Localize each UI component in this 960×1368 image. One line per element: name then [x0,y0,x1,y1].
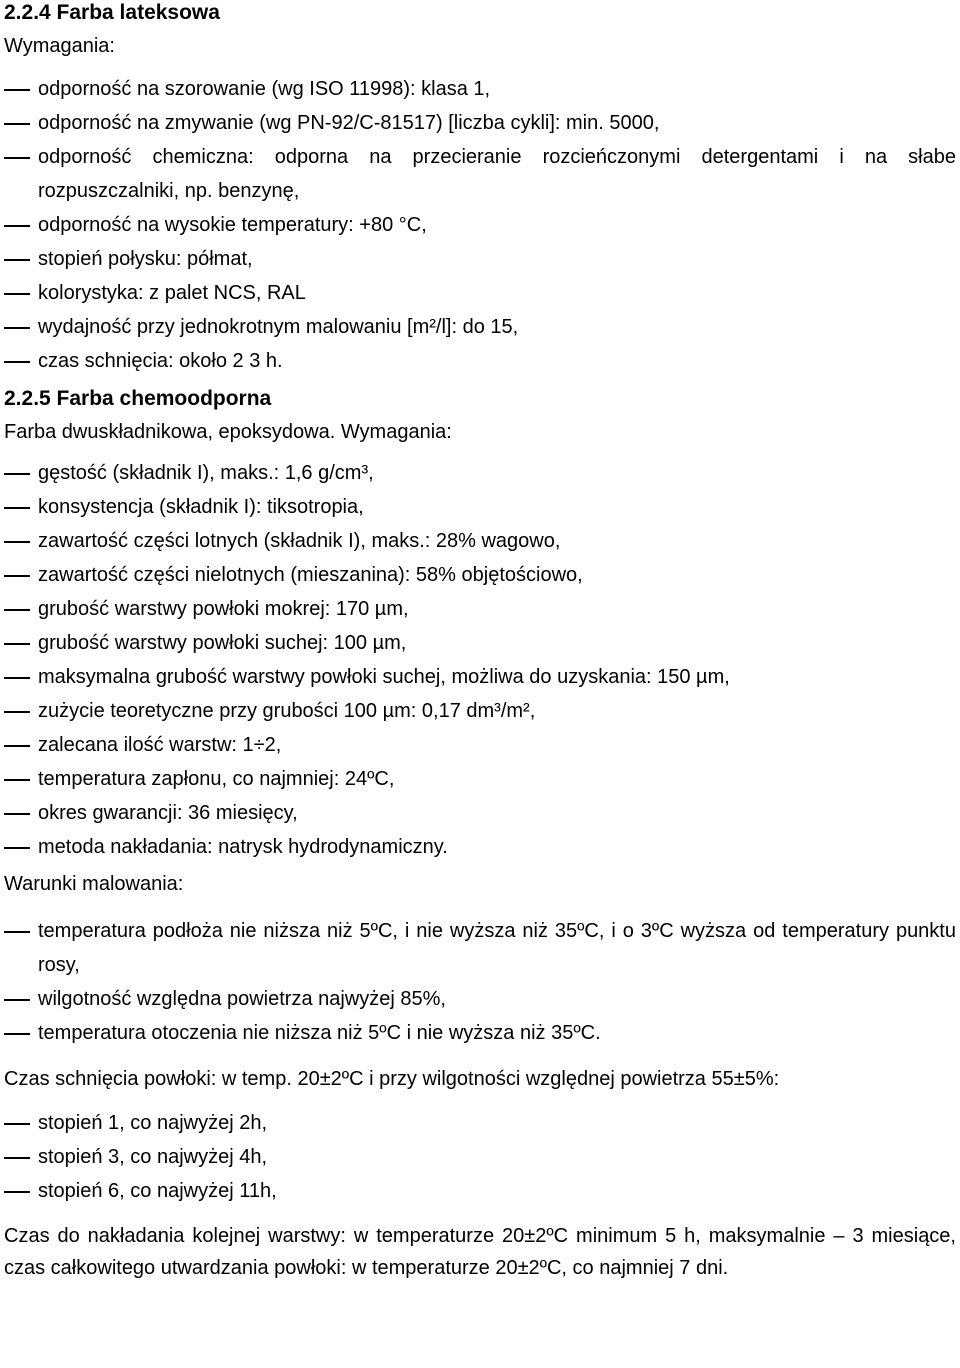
painting-conditions-list [4,914,960,1050]
list-item: stopień 3, co najwyżej 4h, [4,1140,960,1174]
chemical-requirements-list [4,456,960,864]
list-item: czas schnięcia: około 2 3 h. [4,344,960,378]
list-item: stopień 6, co najwyżej 11h, [4,1174,960,1208]
list-item: odporność na zmywanie (wg PN-92/C-81517) [liczba cykli]: min. 5000, [4,106,960,140]
latex-requirements-list [4,72,960,378]
list-item: zawartość części lotnych (składnik I), maks.: 28% wagowo, [4,524,960,558]
list-item: metoda nakładania: natrysk hydrodynamiczny. [4,830,960,864]
list-item: temperatura podłoża nie niższa niż 5ºC, i nie wyższa niż 35ºC, i o 3ºC wyższa od temperatury punktu rosy, [4,914,960,982]
requirements-label: Wymagania: [4,35,115,57]
list-item: zawartość części nielotnych (mieszanina): 58% objętościowo, [4,558,960,592]
section-heading-2-2-4: 2.2.4 Farba lateksowa [4,1,220,24]
intro-text: Farba dwuskładnikowa, epoksydowa. Wymagania: [4,421,452,443]
list-item: zużycie teoretyczne przy grubości 100 µm: 0,17 dm³/m², [4,694,960,728]
list-item: grubość warstwy powłoki mokrej: 170 µm, [4,592,960,626]
list-item: wydajność przy jednokrotnym malowaniu [m²/l]: do 15, [4,310,960,344]
drying-label: Czas schnięcia powłoki: w temp. 20±2ºC i przy wilgotności względnej powietrza 55±5%: [4,1068,780,1090]
list-item: stopień 1, co najwyżej 2h, [4,1106,960,1140]
list-item: odporność chemiczna: odporna na przecieranie rozcieńczonymi detergentami i na słabe rozpuszczalniki, np. benzynę, [4,140,960,208]
list-item: wilgotność względna powietrza najwyżej 85%, [4,982,960,1016]
conditions-label: Warunki malowania: [4,873,184,895]
section-heading-2-2-5: 2.2.5 Farba chemoodporna [4,387,272,410]
list-item: temperatura otoczenia nie niższa niż 5ºC i nie wyższa niż 35ºC. [4,1016,960,1050]
list-item: zalecana ilość warstw: 1÷2, [4,728,960,762]
list-item: odporność na wysokie temperatury: +80 °C, [4,208,960,242]
list-item: maksymalna grubość warstwy powłoki suchej, możliwa do uzyskania: 150 µm, [4,660,960,694]
list-item: grubość warstwy powłoki suchej: 100 µm, [4,626,960,660]
list-item: odporność na szorowanie (wg ISO 11998): klasa 1, [4,72,960,106]
list-item: stopień połysku: półmat, [4,242,960,276]
next-layer-text: Czas do nakładania kolejnej warstwy: w temperaturze 20±2ºC minimum 5 h, maksymalnie – 3 miesiące, czas całkowitego utwardzania powłoki: w temperaturze 20±2ºC, co najmniej 7 dni. [4,1225,956,1279]
list-item: okres gwarancji: 36 miesięcy, [4,796,960,830]
list-item: kolorystyka: z palet NCS, RAL [4,276,960,310]
list-item: gęstość (składnik I), maks.: 1,6 g/cm³, [4,456,960,490]
list-item: temperatura zapłonu, co najmniej: 24ºC, [4,762,960,796]
list-item: konsystencja (składnik I): tiksotropia, [4,490,960,524]
drying-stages-list [4,1106,960,1208]
